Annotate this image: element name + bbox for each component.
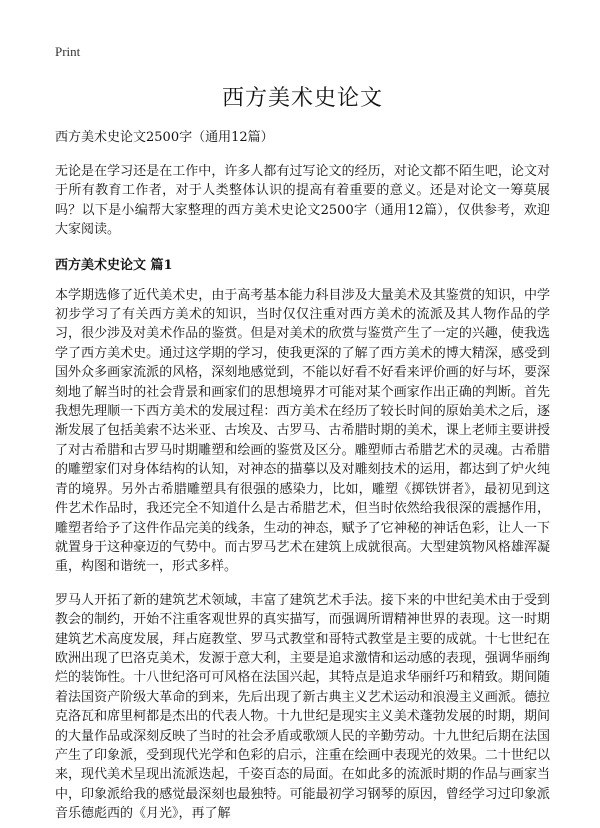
body-paragraph-1: 本学期选修了近代美术史，由于高考基本能力科目涉及大量美术及其鉴赏的知识，中学初步学习了有关西方美术的知识，当时仅仅注重对西方美术的流派及其人物作品的学习，很少涉及对美术作品的鉴赏。但是对美术的欣赏与鉴赏产生了一定的兴趣，使我选学了西方美术史。通过这学期的学习，使我更深的了解了西方美术的博大精深，感受到国外众多画家流派的风格，深刻地感觉到，不能以好看不好看来评价画的好与坏，要深刻地了解当时的社会背景和画家们的思想境界才可能对某个画家作出正确的判断。首先我想先理顺一下西方美术的发展过程：西方美术在经历了较长时间的原始美术之后，逐渐发展了包括美索不达米亚、古埃及、古罗马、古希腊时期的美术，课上老师主要讲授了对古希腊和古罗马时期雕塑和绘画的鉴赏及区分。雕塑师古希腊艺术的灵魂。古希腊的雕塑家们对身体结构的认知，对神态的描摹以及对雕刻技术的运用，都达到了炉火纯青的境界。另外古希腊雕塑具有很强的感染力，比如，雕塑《掷铁饼者》，最初见到这件艺术作品时，我还完全不知道什么是古希腊艺术，但当时依然给我很深的震撼作用，雕塑者给予了这件作品完美的线条，生动的神态，赋予了它神秘的神话色彩，让人一下就置身于这种豪迈的气势中。而古罗马艺术在建筑上成就很高。大型建筑物风格雄浑凝重，构图和谐统一，形式多样。 — [55, 287, 550, 575]
print-link[interactable]: Print — [55, 44, 81, 59]
section-heading: 西方美术史论文 篇1 — [55, 257, 173, 273]
document-title: 西方美术史论文 — [221, 86, 383, 111]
intro-paragraph: 无论是在学习还是在工作中，许多人都有过写论文的经历，对论文都不陌生吧，论文对于所有教育工作者，对于人类整体认识的提高有着重要的意义。还是对论文一筹莫展吗？以下是小编帮大家整理的西方美术史论文2500字（通用12篇），仅供参考，欢迎大家阅读。 — [55, 164, 550, 238]
document-subtitle: 西方美术史论文2500字（通用12篇） — [55, 130, 274, 145]
body-paragraph-2: 罗马人开拓了新的建筑艺术领域，丰富了建筑艺术手法。接下来的中世纪美术由于受到教会的制约，开始不注重客观世界的真实描写，而强调所谓精神世界的表现。这一时期建筑艺术高度发展，拜占庭教堂、罗马式教堂和哥特式教堂是主要的成就。十七世纪在欧洲出现了巴洛克美术，发源于意大利，主要是追求激情和运动感的表现，强调华丽绚烂的装饰性。十八世纪洛可可风格在法国兴起，其特点是追求华丽纤巧和精致。期间随着法国资产阶级大革命的到来，先后出现了新古典主义艺术运动和浪漫主义画派。德拉克洛瓦和席里柯都是杰出的代表人物。十九世纪是现实主义美术蓬勃发展的时期，期间的大量作品或深刻反映了当时的社会矛盾或歌颂人民的辛勤劳动。十九世纪后期在法国产生了印象派，受到现代光学和色彩的启示，注重在绘画中表现光的效果。二十世纪以来，现代美术呈现出流派迭起，千姿百态的局面。在如此多的流派时期的作品与画家当中，印象派给我的感觉最深刻也最独特。可能最初学习钢琴的原因，曾经学习过印象派音乐德彪西的《月光》，再了解 — [55, 592, 550, 822]
